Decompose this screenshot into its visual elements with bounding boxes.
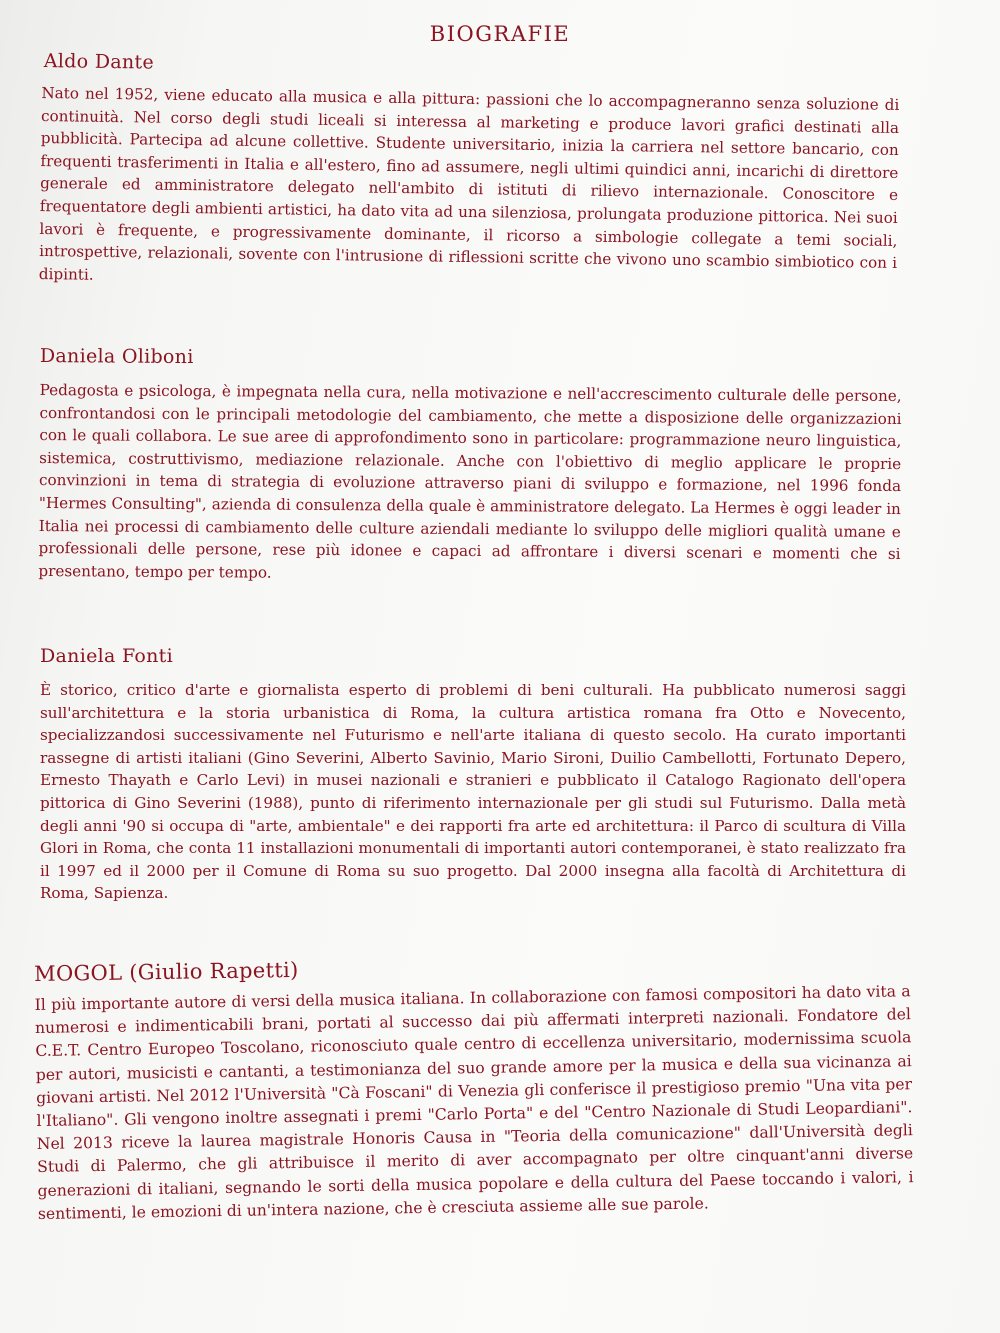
bio-aldo-dante (39, 50, 900, 297)
bio-text: Nato nel 1952, viene educato alla musica e alla pittura: passioni che lo accompagneranno senza soluzione di continuità. Nel corso degli studi liceali si interessa al marketing e produce lavori grafici destinati alla pubblicità. Partecipa ad alcune collettive. Studente universitario, inizia la carriera nel settore bancario, con frequenti trasferimenti in Italia e all'estero, fino ad assumere, negli ultimi quindici anni, incarichi di direttore generale ed amministratore delegato nell'ambito di istituti di rilievo internazionale. Conoscitore e frequentatore degli ambienti artistici, ha dato vita ad una silenziosa, prolungata produzione pittorica. Nei suoi lavori è frequente, e progressivamente dominante, il ricorso a simbologie collegate a temi sociali, introspettive, relazionali, sovente con l'intrusione di riflessioni scritte che vivono uno scambio simbiotico con i dipinti. (38, 83, 900, 284)
bio-text: È storico, critico d'arte e giornalista esperto di problemi di beni culturali. Ha pubblicato numerosi saggi sull'architettura e la storia urbanistica di Roma, la cultura artistica romana fra Otto e Novecento, specializzandosi successivamente nel Futurismo e nell'arte italiana di questo secolo. Ha curato importanti rassegne di artisti italiani (Gino Severini, Alberto Savinio, Mario Sironi, Duilio Cambellotti, Fortunato Depero, Ernesto Thayath e Carlo Levi) in musei nazionali e stranieri e pubblicato il Catalogo Ragionato dell'opera pittorica di Gino Severini (1988), punto di riferimento internazionale per gli studi sul Futurismo. Dalla metà degli anni '90 si occupa di "arte, ambientale" e dei rapporti fra arte ed architettura: il Parco di scultura di Villa Glori in Roma, che conta 11 installazioni monumentali di importanti autori contemporanei, è stato realizzato fra il 1997 ed il 2000 per il Comune di Roma su suo progetto. Dal 2000 insegna alla facoltà di Architettura di Roma, Sapienza. (40, 681, 906, 903)
bio-name: Daniela Oliboni (39, 345, 194, 369)
bio-name: Daniela Fonti (40, 645, 173, 667)
page-title: BIOGRAFIE (429, 22, 571, 46)
bio-text: Il più importante autore di versi della musica italiana. In collaborazione con famosi compositori ha dato vita a numerosi e indimenticabili brani, portati al successo dai più affermati interpreti nazionali. Fondatore del C.E.T. Centro Europeo Toscolano, riconosciuto quale centro di eccellenza universitario, modernissima scuola per autori, musicisti e cantanti, a testimonianza del suo grande amore per la musica e della sua vicinanza ai giovani artisti. Nel 2012 l'Università "Cà Foscani" di Venezia gli conferisce il prestigioso premio "Una vita per l'Italiano". Gli vengono inoltre assegnati i premi "Carlo Porta" e del "Centro Nazionale di Studi Leopardiani". Nel 2013 riceve la laurea magistrale Honoris Causa in "Teoria della comunicazione" dall'Università degli Studi di Palermo, che gli attribuisce il merito di aver accompagnato per oltre cinquant'anni diverse generazioni di italiani, segnando le sorti della musica popolare e della cultura del Paese toccando i valori, i sentimenti, le emozioni di un'intera nazione, che è cresciuta assieme alle sue parole. (34, 982, 914, 1223)
bio-daniela-fonti (40, 645, 906, 905)
bio-name: Aldo Dante (43, 50, 155, 74)
bio-mogol (34, 948, 914, 1226)
bio-name: MOGOL (Giulio Rapetti) (34, 957, 299, 986)
bio-daniela-oliboni (38, 345, 902, 588)
bio-text: Pedagosta e psicologa, è impegnata nella cura, nella motivazione e nell'accrescimento culturale delle persone, confrontandosi con le principali metodologie del cambiamento, che mette a disposizione delle organizzazioni con le quali collabora. Le sue aree di approfondimento sono in particolare: programmazione neuro linguistica, sistemica, costruttivismo, mediazione relazionale. Anche con l'obiettivo di meglio applicare le proprie convinzioni in tema di strategia di evoluzione attraverso piani di sviluppo e formazione, nel 1996 fonda "Hermes Consulting", azienda di consulenza della quale è amministratore delegato. La Hermes è oggi leader in Italia nei processi di cambiamento delle culture aziendali mediante lo sviluppo delle migliori qualità umane e professionali delle persone, rese più idonee e capaci ad affrontare i diversi scenari e momenti che si presentano, tempo per tempo. (38, 380, 902, 582)
